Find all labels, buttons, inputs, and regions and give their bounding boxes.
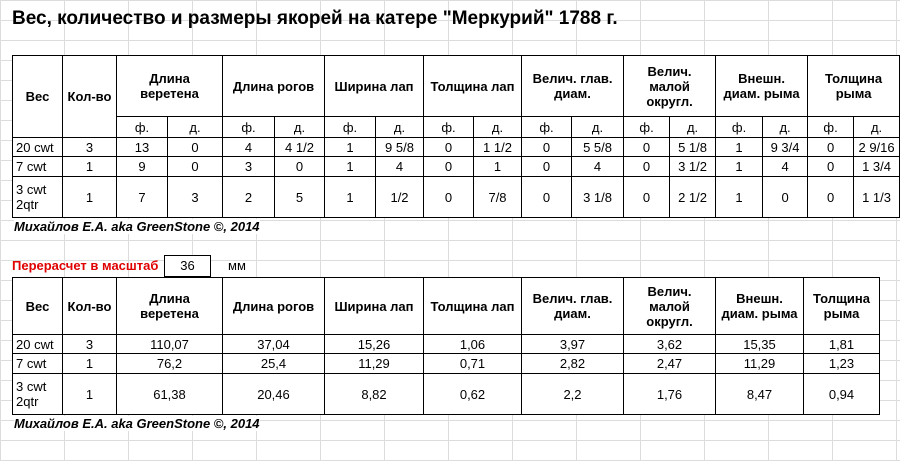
table-cell: 2 xyxy=(223,177,275,218)
header-kolvo: Кол-во xyxy=(63,56,117,138)
copyright-note: Михайлов Е.А. aka GreenStone ©, 2014 xyxy=(14,219,260,234)
table-cell: 1,81 xyxy=(804,335,880,354)
table-cell: 1/2 xyxy=(376,177,424,218)
table-cell: 76,2 xyxy=(117,354,223,374)
table-cell: 0 xyxy=(808,138,854,157)
table-cell: 0 xyxy=(522,138,572,157)
table-cell: 0 xyxy=(624,177,670,218)
header-ves: Вес xyxy=(13,278,63,335)
unit-feet: ф. xyxy=(522,117,572,138)
header-kolvo: Кол-во xyxy=(63,278,117,335)
header-velich-glav-diam: Велич. глав. диам. xyxy=(522,278,624,335)
scaled-dimensions-table xyxy=(12,277,880,415)
table-cell: 7 xyxy=(117,177,168,218)
unit-inches: д. xyxy=(854,117,900,138)
row-ves: 3 cwt 2qtr xyxy=(13,177,63,218)
table-cell: 1,06 xyxy=(424,335,522,354)
unit-inches: д. xyxy=(275,117,325,138)
table-cell: 1 xyxy=(716,177,763,218)
table-row xyxy=(13,335,880,354)
table-cell: 1 xyxy=(325,138,376,157)
table-cell: 1 1/2 xyxy=(474,138,522,157)
table-cell: 4 xyxy=(572,157,624,177)
unit-feet: ф. xyxy=(624,117,670,138)
table-cell: 5 5/8 xyxy=(572,138,624,157)
scale-unit: мм xyxy=(228,258,246,273)
table-cell: 3,62 xyxy=(624,335,716,354)
table-cell: 2 9/16 xyxy=(854,138,900,157)
table-cell: 4 xyxy=(763,157,808,177)
unit-feet: ф. xyxy=(325,117,376,138)
table-row xyxy=(13,354,880,374)
row-ves: 3 cwt 2qtr xyxy=(13,374,63,415)
row-ves: 20 cwt xyxy=(13,138,63,157)
table-cell: 0 xyxy=(522,177,572,218)
table-cell: 7/8 xyxy=(474,177,522,218)
unit-feet: ф. xyxy=(716,117,763,138)
row-ves: 7 cwt xyxy=(13,157,63,177)
table-cell: 1 xyxy=(474,157,522,177)
header-tolshchina-lap: Толщина лап xyxy=(424,278,522,335)
row-kolvo: 1 xyxy=(63,177,117,218)
table-cell: 0,94 xyxy=(804,374,880,415)
table-cell: 13 xyxy=(117,138,168,157)
unit-feet: ф. xyxy=(808,117,854,138)
table-cell: 0 xyxy=(424,157,474,177)
table-row xyxy=(13,157,900,177)
header-vneshn-diam-ryma: Внешн. диам. рыма xyxy=(716,278,804,335)
table-cell: 0 xyxy=(522,157,572,177)
table-cell: 8,47 xyxy=(716,374,804,415)
row-kolvo: 1 xyxy=(63,354,117,374)
header-tolshchina-ryma: Толщина рыма xyxy=(804,278,880,335)
table-cell: 2,2 xyxy=(522,374,624,415)
table-cell: 3,97 xyxy=(522,335,624,354)
table-cell: 0 xyxy=(808,177,854,218)
unit-inches: д. xyxy=(376,117,424,138)
row-kolvo: 3 xyxy=(63,335,117,354)
table-cell: 3 1/2 xyxy=(670,157,716,177)
unit-feet: ф. xyxy=(223,117,275,138)
row-ves: 7 cwt xyxy=(13,354,63,374)
table-cell: 4 xyxy=(376,157,424,177)
table-cell: 8,82 xyxy=(325,374,424,415)
anchor-dimensions-table xyxy=(12,55,900,218)
header-velich-maloy-okrugl: Велич. малой округл. xyxy=(624,56,716,117)
header-row xyxy=(13,56,900,117)
table-cell: 15,26 xyxy=(325,335,424,354)
header-shirina-lap: Ширина лап xyxy=(325,56,424,117)
scale-label: Перерасчет в масштаб xyxy=(12,258,159,273)
unit-inches: д. xyxy=(572,117,624,138)
table-cell: 0 xyxy=(808,157,854,177)
unit-feet: ф. xyxy=(117,117,168,138)
table-cell: 37,04 xyxy=(223,335,325,354)
table-cell: 0,71 xyxy=(424,354,522,374)
table-cell: 1 3/4 xyxy=(854,157,900,177)
header-velich-glav-diam: Велич. глав. диам. xyxy=(522,56,624,117)
table-cell: 2 1/2 xyxy=(670,177,716,218)
header-row xyxy=(13,278,880,335)
table-cell: 1 xyxy=(325,157,376,177)
header-dlina-veretena: Длина веретена xyxy=(117,56,223,117)
table-cell: 9 5/8 xyxy=(376,138,424,157)
page-title: Вес, количество и размеры якорей на катере "Меркурий" 1788 г. xyxy=(12,8,618,29)
unit-inches: д. xyxy=(168,117,223,138)
table-cell: 0 xyxy=(763,177,808,218)
table-cell: 2,82 xyxy=(522,354,624,374)
table-cell: 2,47 xyxy=(624,354,716,374)
table-cell: 3 xyxy=(223,157,275,177)
table-cell: 1 xyxy=(716,157,763,177)
table-cell: 11,29 xyxy=(325,354,424,374)
table-cell: 0 xyxy=(424,177,474,218)
table-cell: 0,62 xyxy=(424,374,522,415)
row-kolvo: 1 xyxy=(63,157,117,177)
copyright-note: Михайлов Е.А. aka GreenStone ©, 2014 xyxy=(14,416,260,431)
table-cell: 1,23 xyxy=(804,354,880,374)
row-ves: 20 cwt xyxy=(13,335,63,354)
table-cell: 9 3/4 xyxy=(763,138,808,157)
table-cell: 1 xyxy=(716,138,763,157)
scale-value-cell[interactable]: 36 xyxy=(164,255,211,277)
table-cell: 0 xyxy=(624,138,670,157)
table-cell: 110,07 xyxy=(117,335,223,354)
header-shirina-lap: Ширина лап xyxy=(325,278,424,335)
header-tolshchina-ryma: Толщина рыма xyxy=(808,56,900,117)
table-cell: 0 xyxy=(275,157,325,177)
unit-inches: д. xyxy=(474,117,522,138)
table-cell: 1,76 xyxy=(624,374,716,415)
table-row xyxy=(13,374,880,415)
table-cell: 9 xyxy=(117,157,168,177)
row-kolvo: 3 xyxy=(63,138,117,157)
header-dlina-veretena: Длина веретена xyxy=(117,278,223,335)
header-dlina-rogov: Длина рогов xyxy=(223,56,325,117)
table-cell: 0 xyxy=(168,138,223,157)
table-cell: 0 xyxy=(168,157,223,177)
table-cell: 1 1/3 xyxy=(854,177,900,218)
table-cell: 0 xyxy=(624,157,670,177)
table-cell: 20,46 xyxy=(223,374,325,415)
table-cell: 3 xyxy=(168,177,223,218)
table-row xyxy=(13,138,900,157)
table-cell: 4 xyxy=(223,138,275,157)
unit-inches: д. xyxy=(763,117,808,138)
header-tolshchina-lap: Толщина лап xyxy=(424,56,522,117)
table-cell: 0 xyxy=(424,138,474,157)
table-cell: 1 xyxy=(325,177,376,218)
header-velich-maloy-okrugl: Велич. малой округл. xyxy=(624,278,716,335)
table-cell: 5 xyxy=(275,177,325,218)
unit-feet: ф. xyxy=(424,117,474,138)
table-row xyxy=(13,177,900,218)
table-cell: 11,29 xyxy=(716,354,804,374)
unit-inches: д. xyxy=(670,117,716,138)
header-dlina-rogov: Длина рогов xyxy=(223,278,325,335)
table-cell: 5 1/8 xyxy=(670,138,716,157)
header-vneshn-diam-ryma: Внешн. диам. рыма xyxy=(716,56,808,117)
table-cell: 4 1/2 xyxy=(275,138,325,157)
row-kolvo: 1 xyxy=(63,374,117,415)
table-cell: 61,38 xyxy=(117,374,223,415)
units-row xyxy=(13,117,900,138)
table-cell: 15,35 xyxy=(716,335,804,354)
table-cell: 3 1/8 xyxy=(572,177,624,218)
table-cell: 25,4 xyxy=(223,354,325,374)
header-ves: Вес xyxy=(13,56,63,138)
